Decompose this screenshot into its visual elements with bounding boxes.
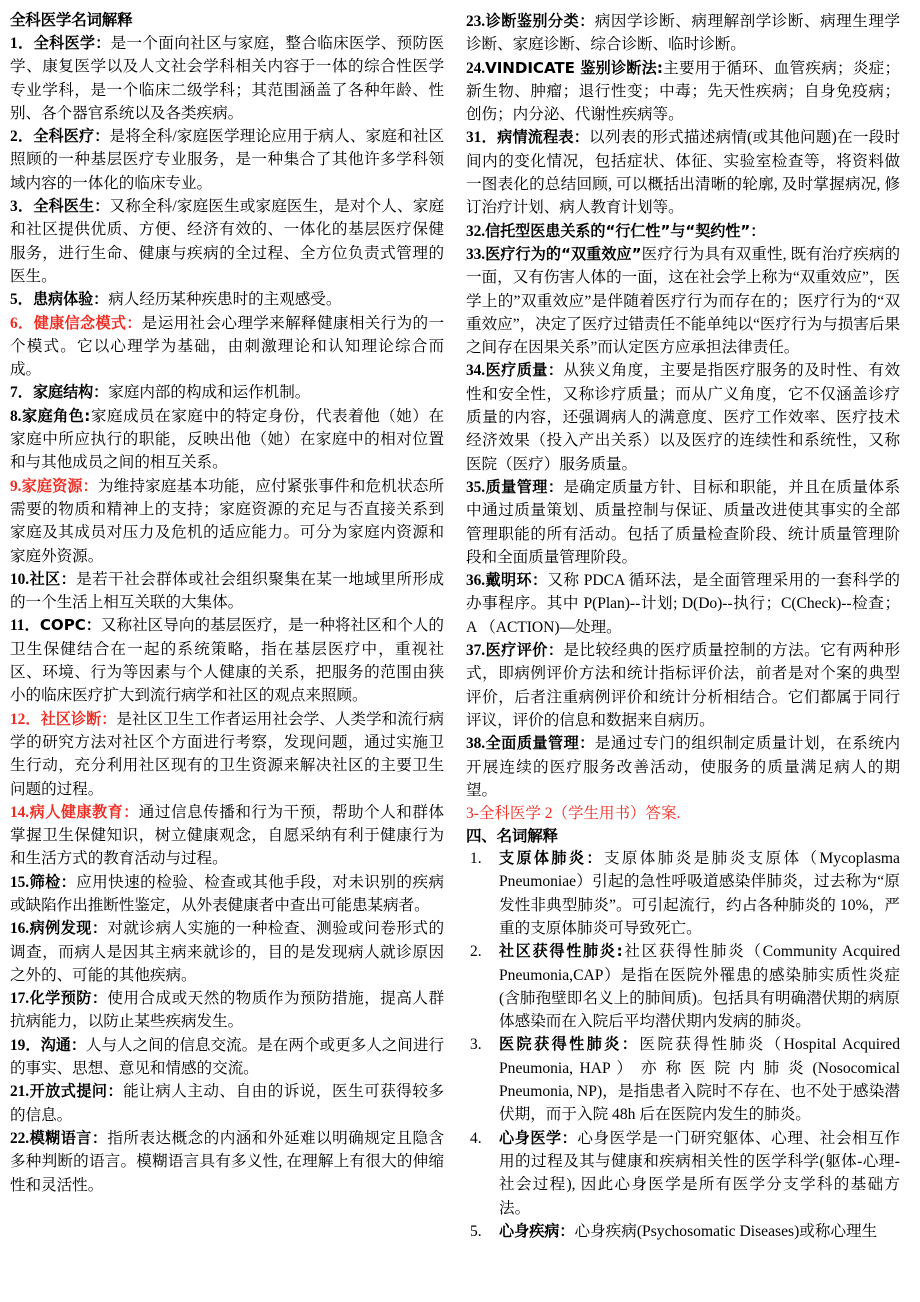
entry-term: 全科医学： xyxy=(33,34,111,52)
glossary-entry xyxy=(466,476,900,569)
entry-term: 信托型医患关系的“行仁性”与“契约性”： xyxy=(485,221,766,240)
entry-number: 17. xyxy=(10,990,30,1008)
glossary-entry xyxy=(10,801,444,871)
entry-number: 7． xyxy=(10,384,33,402)
entry-body: 对就诊病人实施的一种检查、测验或问卷形式的调查，而病人是因其主病来就诊的，目的是发现病人就诊原因之外的、可能的其他疾病。 xyxy=(10,920,444,984)
glossary-entry xyxy=(10,614,444,707)
entry-term: 全科医生： xyxy=(33,197,110,216)
entry-term: 戴明环： xyxy=(485,571,548,590)
right-entry-list xyxy=(466,10,900,802)
list-item xyxy=(466,1127,900,1220)
entry-body: 是比较经典的医疗质量控制的方法。它有两种形式，即病例评价方法和统计指标评价法，前者是对个案的典型评价，后者注重病例评价和统计分析相结合。它们都属于同行评议，评价的信息和数据来自病历。 xyxy=(466,642,900,729)
entry-number: 11． xyxy=(10,617,40,635)
numbered-glossary-list xyxy=(466,847,900,1243)
entry-body: 家庭成员在家庭中的特定身份，代表着他（她）在家庭中所应执行的职能，反映出他（她）在家庭中的相对位置和与其他成员之间的相互关系。 xyxy=(10,407,444,472)
glossary-entry xyxy=(10,475,444,568)
entry-term: 家庭资源： xyxy=(21,476,98,495)
entry-number: 1． xyxy=(10,35,34,52)
entry-number: 14. xyxy=(10,803,30,821)
glossary-entry xyxy=(10,288,444,311)
entry-number: 15. xyxy=(10,873,30,891)
entry-term: 社区获得性肺炎: xyxy=(499,942,623,961)
list-item xyxy=(466,1033,900,1126)
entry-term: 医疗质量： xyxy=(485,361,564,380)
entry-body: 是若干社会群体或社会组织聚集在某一地域里所形成的一个生活上相互关联的大集体。 xyxy=(10,570,444,612)
entry-term: 医疗评价： xyxy=(485,641,564,660)
glossary-entry xyxy=(466,126,900,219)
left-column xyxy=(10,10,444,1197)
entry-number: 8. xyxy=(10,407,22,425)
glossary-entry xyxy=(10,1080,444,1127)
glossary-entry xyxy=(10,1034,444,1081)
entry-number: 10. xyxy=(10,570,30,588)
glossary-entry xyxy=(10,987,444,1034)
entry-body: 指所表达概念的内涵和外延难以明确规定且隐含多种判断的语言。模糊语言具有多义性, 在理解上有很大的伸缩性和灵活性。 xyxy=(10,1129,444,1194)
entry-number: 34. xyxy=(466,362,486,380)
page-title: 全科医学名词解释 xyxy=(10,11,133,29)
entry-body: 是一个面向社区与家庭，整合临床医学、预防医学、康复医学以及人文社会学科相关内容于一体的综合性医学专业学科，是一个临床二级学科；其范围涵盖了各种年龄、性别、各个器官系统以及各类疾病。 xyxy=(10,35,444,122)
answer-key-heading: 3-全科医学 2（学生用书）答案. xyxy=(466,805,681,823)
entry-number: 6． xyxy=(10,314,34,332)
entry-term: 全面质量管理： xyxy=(485,734,595,753)
glossary-entry xyxy=(466,732,900,802)
glossary-entry xyxy=(10,312,444,382)
entry-term: 病情流程表： xyxy=(497,128,590,147)
entry-term: 支原体肺炎： xyxy=(499,849,604,868)
entry-term: 筛检： xyxy=(29,872,77,891)
entry-number: 3． xyxy=(10,198,34,216)
right-column xyxy=(466,10,900,1243)
entry-body: 社区获得性肺炎（Community Acquired Pneumonia,CAP）是指在医院外罹患的感染肺实质性炎症(含肺孢壁即名义上的肺间质)。包括具有明确潜伏期的病原体感染而在入院后平均潜伏期内发病的肺炎。 xyxy=(499,943,900,1031)
glossary-entry xyxy=(10,917,444,987)
entry-body: 又称 PDCA 循环法，是全面管理采用的一套科学的办事程序。其中 P(Plan)--计划; D(Do)--执行；C(Check)--检查；A （ACTION)—处理。 xyxy=(466,572,900,636)
entry-term: 模糊语言： xyxy=(29,1128,108,1147)
entry-body: 是将全科/家庭医学理论应用于病人、家庭和社区照顾的一种基层医疗专业服务，是一种集合了其他许多学科领域内容的一体化的临床专业。 xyxy=(10,128,444,192)
entry-number: 19． xyxy=(10,1036,41,1054)
entry-body: 以列表的形式描述病情(或其他问题)在一段时间内的变化情况，包括症状、体征、实验室检查等，将资料做一图表化的总结回顾, 可以概括出清晰的轮廓, 及时掌握病况, 修订治疗计划、病人教育计划等。 xyxy=(466,129,900,217)
entry-number: 38. xyxy=(466,735,486,753)
entry-body: 医院获得性肺炎（Hospital Acquired Pneumonia, HAP ） 亦 称 医 院 内 肺 炎 (Nosocomical Pneumonia, NP)，是指患者入院时不存在、也不处于感染潜伏期，而于入院 48h 后在医院内发生的肺炎。 xyxy=(499,1036,900,1124)
glossary-entry xyxy=(10,568,444,615)
entry-term: 诊断鉴别分类： xyxy=(485,12,595,30)
glossary-entry xyxy=(466,57,900,127)
entry-body: 心身医学是一门研究躯体、心理、社会相互作用的过程及其与健康和疾病相关性的医学科学(躯体-心理-社会过程), 因此心身医学是所有医学分支学科的基础方法。 xyxy=(499,1129,900,1217)
entry-body: 医疗行为具有双重性, 既有治疗疾病的一面，又有伤害人体的一面，这在社会学上称为“双重效应”，医学上的”双重效应”是伴随着医疗行为而存在的；医疗行为的“双重效应”，决定了医疗过错责任不能单纯以“医疗行为与损害后果之间存在因果关系”而认定医方应承担法律责任。 xyxy=(466,245,900,357)
glossary-entry xyxy=(466,639,900,732)
entry-number: 33. xyxy=(466,245,486,263)
entry-term: 健康信念模式： xyxy=(33,313,142,332)
entry-term: 沟通： xyxy=(40,1035,86,1054)
entry-number: 9. xyxy=(10,477,22,495)
entry-number: 24. xyxy=(466,59,486,77)
glossary-entry xyxy=(466,10,900,57)
glossary-entry xyxy=(10,381,444,404)
entry-number: 22. xyxy=(10,1129,30,1147)
list-item xyxy=(466,847,900,940)
list-marker: 3. xyxy=(470,1036,482,1054)
entry-term: 心身疾病： xyxy=(499,1221,575,1240)
entry-body: 是社区卫生工作者运用社会学、人类学和流行病学的研究方法对社区个方面进行考察，发现问题，通过实施卫生行动，充分利用社区现有的卫生资源来解决社区的主要卫生问题的过程。 xyxy=(10,710,444,798)
entry-body: 为维持家庭基本功能，应付紧张事件和危机状态所需要的物质和精神上的支持；家庭资源的充足与否直接关系到家庭及其成员对压力及危机的适应能力。可分为家庭内资源和家庭外资源。 xyxy=(10,477,444,565)
list-marker: 4. xyxy=(470,1129,482,1147)
entry-body: 是运用社会心理学来解释健康相关行为的一个模式。它以心理学为基础，由刺激理论和认知理论综合而成。 xyxy=(10,314,444,379)
list-marker: 1. xyxy=(470,850,482,868)
entry-number: 37. xyxy=(466,642,486,660)
entry-term: 化学预防： xyxy=(29,989,108,1008)
glossary-entry xyxy=(10,125,444,195)
entry-term: 开放式提问： xyxy=(29,1082,124,1101)
entry-body: 从狭义角度，主要是指医疗服务的及时性、有效性和安全性，又称诊疗质量；而从广义角度，它不仅涵盖诊疗质量的内容，还强调病人的满意度、医疗工作效率、医疗技术经济效果（投入产出关系）以及医疗的连续性和系统性，又称医院（医疗）服务质量。 xyxy=(466,362,900,473)
entry-body: 又称社区导向的基层医疗，是一种将社区和个人的卫生保健结合在一起的系统策略，指在基层医疗中，重视社区、环境、行为等因素与个人健康的关系，把服务的范围由狭小的临床医疗扩大到流行病学和社区的观点来照顾。 xyxy=(10,617,444,705)
entry-term: 社区： xyxy=(29,569,77,588)
entry-number: 35. xyxy=(466,478,486,496)
entry-number: 23. xyxy=(466,13,486,30)
glossary-entry xyxy=(10,32,444,125)
list-marker: 2. xyxy=(470,943,482,961)
glossary-entry xyxy=(466,569,900,639)
entry-body: 主要用于循环、血管疾病；炎症；新生物、肿瘤；退行性变；中毒；先天性疾病；自身免疫病；创伤；内分泌、代谢性疾病等。 xyxy=(466,59,900,124)
entry-term: 患病体验： xyxy=(33,290,109,309)
entry-term: 病例发现： xyxy=(29,919,108,938)
entry-body: 人与人之间的信息交流。是在两个或更多人之间进行的事实、思想、意见和情感的交流。 xyxy=(10,1036,444,1078)
entry-term: 心身医学： xyxy=(499,1128,578,1147)
entry-number: 12． xyxy=(10,710,41,728)
entry-body: 又称全科/家庭医生或家庭医生，是对个人、家庭和社区提供优质、方便、经济有效的、一体化的基层医疗保健服务，进行生命、健康与疾病的全过程、全方位负责式管理的医生。 xyxy=(10,198,444,285)
entry-body: 应用快速的检验、检查或其他手段，对未识别的疾病或缺陷作出推断性鉴定，从外表健康者中查出可能患某病者。 xyxy=(10,873,444,914)
entry-body: 是通过专门的组织制定质量计划，在系统内开展连续的医疗服务改善活动，使服务的质量满足病人的期望。 xyxy=(466,735,900,799)
list-item xyxy=(466,1220,900,1243)
entry-term: 社区诊断： xyxy=(40,709,117,728)
entry-body: 是确定质量方针、目标和职能，并且在质量体系中通过质量策划、质量控制与保证、质量改进使其事实的全部管理职能的所有活动。包括了质量检查阶段、统计质量管理阶段和全面质量管理阶段。 xyxy=(466,478,900,566)
entry-number: 31． xyxy=(466,129,498,147)
entry-body: 支原体肺炎是肺炎支原体（Mycoplasma Pneumoniae）引起的急性呼吸道感染伴肺炎，过去称为“原发性非典型肺炎”。可引起流行，约占各种肺炎的 10%，严重的支原体肺炎可导致死亡。 xyxy=(499,850,900,937)
entry-body: 病因学诊断、病理解剖学诊断、病理生理学诊断、家庭诊断、综合诊断、临时诊断。 xyxy=(466,13,900,54)
entry-term: 质量管理： xyxy=(485,477,564,496)
entry-body: 通过信息传播和行为干预，帮助个人和群体掌握卫生保健知识，树立健康观念，自愿采纳有利于健康行为和生活方式的教育活动与过程。 xyxy=(10,803,444,868)
entry-term: 家庭结构： xyxy=(33,383,109,402)
glossary-entry xyxy=(10,708,444,801)
list-marker: 5. xyxy=(470,1222,482,1240)
glossary-entry xyxy=(466,243,900,359)
glossary-entry xyxy=(466,220,900,243)
list-item xyxy=(466,940,900,1033)
entry-term: 家庭角色: xyxy=(21,406,91,425)
entry-term: 全科医疗： xyxy=(33,127,110,146)
entry-number: 2． xyxy=(10,128,34,146)
entry-number: 21. xyxy=(10,1083,30,1101)
entry-body: 使用合成或天然的物质作为预防措施，提高人群抗病能力，以防止某些疾病发生。 xyxy=(10,990,444,1031)
section-heading-glossary: 四、名词解释 xyxy=(466,827,558,846)
entry-number: 5． xyxy=(10,291,33,309)
entry-term: 病人健康教育： xyxy=(29,802,139,821)
glossary-entry xyxy=(10,195,444,288)
entry-term: 医疗行为的“双重效应” xyxy=(485,244,642,263)
entry-body: 能让病人主动、自由的诉说，医生可获得较多的信息。 xyxy=(10,1083,444,1124)
glossary-entry xyxy=(10,1127,444,1197)
entry-body: 病人经历某种疾患时的主观感受。 xyxy=(108,291,342,309)
glossary-entry xyxy=(10,405,444,475)
entry-number: 36. xyxy=(466,572,486,590)
entry-term: COPC： xyxy=(39,616,101,635)
left-entry-list xyxy=(10,32,444,1197)
glossary-entry xyxy=(10,871,444,918)
entry-term: VINDICATE 鉴别诊断法: xyxy=(485,58,663,77)
entry-body: 家庭内部的构成和运作机制。 xyxy=(108,384,311,402)
entry-number: 32. xyxy=(466,222,486,240)
entry-term: 医院获得性肺炎： xyxy=(499,1035,640,1054)
entry-number: 16. xyxy=(10,920,30,938)
entry-body: 心身疾病(Psychosomatic Diseases)或称心理生 xyxy=(574,1222,878,1240)
glossary-entry xyxy=(466,359,900,475)
